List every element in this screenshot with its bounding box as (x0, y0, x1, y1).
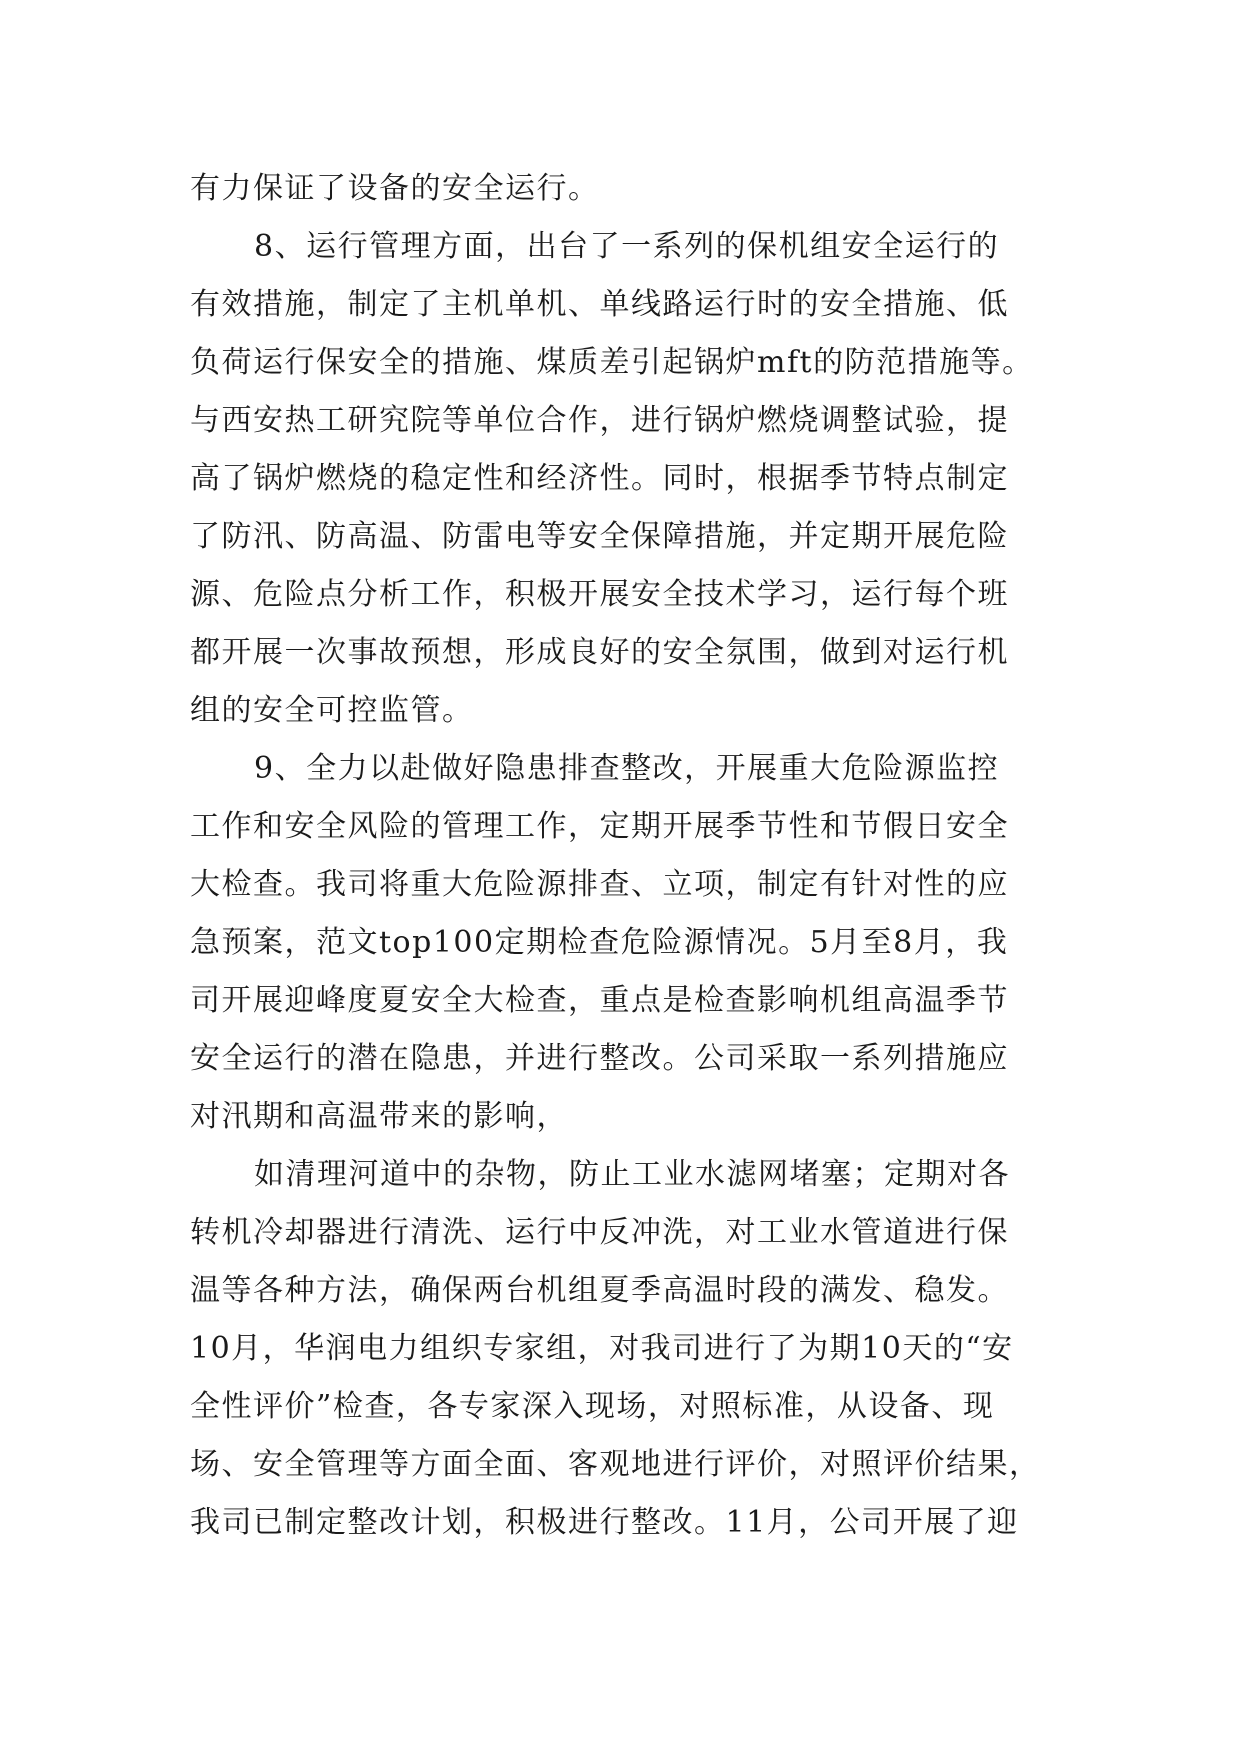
text-line: 负荷运行保安全的措施、煤质差引起锅炉mft的防范措施等。 (190, 345, 1034, 380)
text-line: 大检查。我司将重大危险源排查、立项，制定有针对性的应 (190, 867, 1009, 902)
text-line: 温等各种方法，确保两台机组夏季高温时段的满发、稳发。 (190, 1273, 1009, 1308)
text-line: 我司已制定整改计划，积极进行整改。11月，公司开展了迎 (190, 1505, 1019, 1540)
text-line: 源、危险点分析工作，积极开展安全技术学习，运行每个班 (190, 577, 1009, 612)
body-text (190, 160, 1050, 1552)
text-line: 对汛期和高温带来的影响， (190, 1099, 568, 1134)
text-line: 与西安热工研究院等单位合作，进行锅炉燃烧调整试验，提 (190, 403, 1009, 438)
text-line: 都开展一次事故预想，形成良好的安全氛围，做到对运行机 (190, 635, 1009, 670)
text-line: 转机冷却器进行清洗、运行中反冲洗，对工业水管道进行保 (190, 1215, 1009, 1250)
text-line: 有效措施，制定了主机单机、单线路运行时的安全措施、低 (190, 287, 1009, 322)
text-line: 8、运行管理方面，出台了一系列的保机组安全运行的 (254, 229, 1000, 264)
text-line: 安全运行的潜在隐患，并进行整改。公司采取一系列措施应 (190, 1041, 1009, 1076)
text-line: 工作和安全风险的管理工作，定期开展季节性和节假日安全 (190, 809, 1009, 844)
text-line: 如清理河道中的杂物，防止工业水滤网堵塞；定期对各 (254, 1157, 1010, 1192)
text-line: 场、安全管理等方面全面、客观地进行评价，对照评价结果， (190, 1447, 1041, 1482)
text-line: 司开展迎峰度夏安全大检查，重点是检查影响机组高温季节 (190, 983, 1009, 1018)
text-line: 10月，华润电力组织专家组，对我司进行了为期10天的“安 (190, 1331, 1014, 1366)
text-line: 有力保证了设备的安全运行。 (190, 171, 600, 206)
text-line: 高了锅炉燃烧的稳定性和经济性。同时，根据季节特点制定 (190, 461, 1009, 496)
text-line: 全性评价”检查，各专家深入现场，对照标准，从设备、现 (190, 1389, 995, 1424)
text-line: 了防汛、防高温、防雷电等安全保障措施，并定期开展危险 (190, 519, 1009, 554)
text-line: 急预案，范文top100定期检查危险源情况。5月至8月，我 (190, 925, 1009, 960)
text-line: 组的安全可控监管。 (190, 693, 474, 728)
text-line: 9、全力以赴做好隐患排查整改，开展重大危险源监控 (254, 751, 1000, 786)
